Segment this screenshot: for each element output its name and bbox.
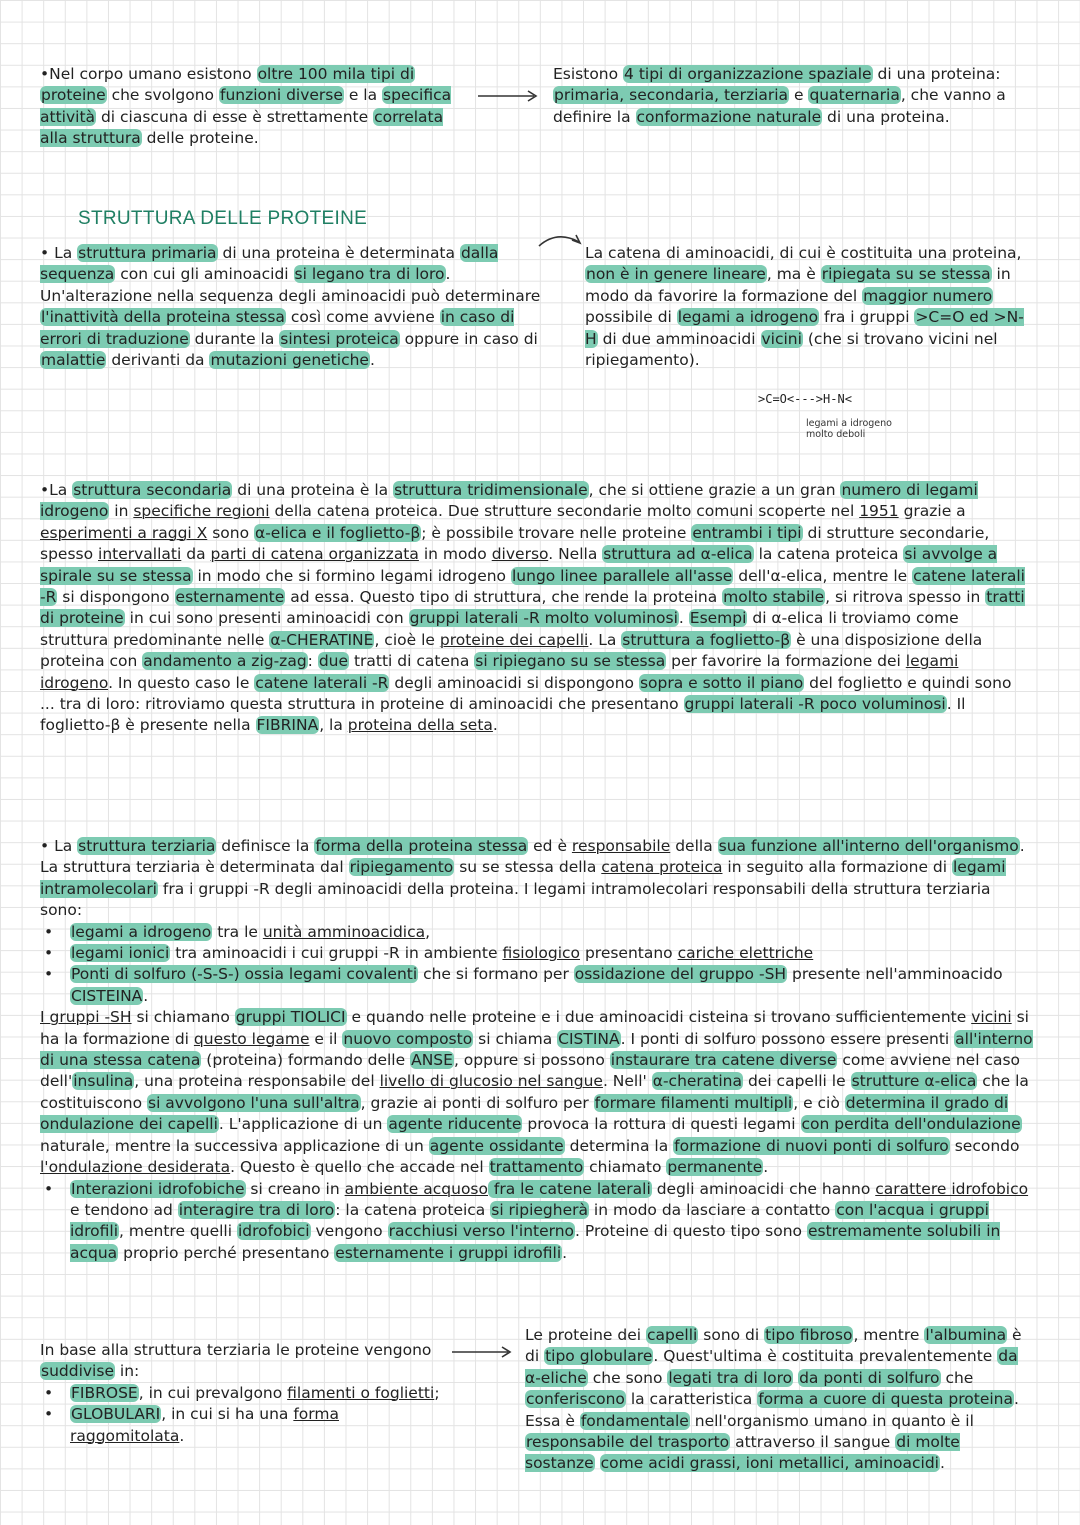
text-run: . La xyxy=(588,630,622,649)
highlighted-text: lungo linee parallele all'asse xyxy=(511,566,733,585)
highlighted-text: α-CHERATINE xyxy=(270,630,374,649)
text-run: del foglietto e quindi sono ... tra di loro: ritroviamo questa struttura in proteine di aminoacidi che presentano xyxy=(40,673,1012,714)
secondary-structure-paragraph xyxy=(40,480,1025,737)
underlined-text: I gruppi -SH xyxy=(40,1008,132,1027)
section-title: STRUTTURA DELLE PROTEINE xyxy=(78,208,368,229)
text-run: . xyxy=(678,609,689,628)
text-run: . Questo è quello che accade nel xyxy=(230,1158,489,1177)
text-run: provoca la rottura di questi legami xyxy=(522,1115,801,1134)
highlighted-text: agente ossidante xyxy=(429,1136,564,1155)
text-run: la catena proteica xyxy=(753,545,904,564)
highlighted-text: tratti di proteine xyxy=(40,588,1025,628)
highlighted-text: gruppi TIOLICI xyxy=(235,1008,346,1027)
text-run: in seguito alla formazione di xyxy=(722,858,952,877)
highlighted-text: gruppi laterali -R molto voluminosi xyxy=(409,609,678,628)
highlighted-text: con l'acqua i gruppi idrofili xyxy=(70,1200,989,1241)
hydrogen-bond-formula: >C=O<--->H-N< xyxy=(758,392,852,406)
text-run: in: xyxy=(114,1362,140,1381)
text-run: sono xyxy=(207,523,254,542)
text-run: : xyxy=(307,652,318,671)
text-run: chiamato xyxy=(584,1158,667,1177)
intro-right-text xyxy=(553,64,1023,128)
underlined-text: livello di glucosio nel sangue xyxy=(379,1072,603,1091)
underlined-text: forma raggomitolata xyxy=(70,1405,339,1445)
text-run: . Quest'ultima è costituita prevalentemente xyxy=(653,1347,998,1366)
text-run: che xyxy=(940,1368,974,1387)
text-run: , che vanno a definire la xyxy=(553,86,1006,126)
highlighted-text: malattie xyxy=(41,351,106,370)
highlighted-text: primaria, secondaria, terziaria xyxy=(554,86,789,105)
text-run: , che si ottiene grazie a un gran xyxy=(588,481,841,499)
highlighted-text: estremamente solubili in acqua xyxy=(70,1222,1001,1262)
text-run: si chiamano xyxy=(131,1008,235,1027)
text-run: . Il foglietto-β è presente nella xyxy=(40,695,966,735)
text-run: presente nell'amminoacido xyxy=(787,965,1003,984)
text-run: in modo da favorire la formazione del xyxy=(585,265,1011,305)
highlighted-text: struttura tridimensionale xyxy=(394,481,588,499)
highlighted-text: FIBRINA xyxy=(256,716,319,735)
highlighted-text: instaurare tra catene diverse xyxy=(610,1051,837,1070)
highlighted-text: funzioni diverse xyxy=(219,86,343,105)
highlighted-text: interagire tra di loro xyxy=(178,1200,335,1219)
highlighted-text: struttura a foglietto-β xyxy=(622,630,791,649)
underlined-text: catena proteica xyxy=(601,858,723,877)
underlined-text: 1951 xyxy=(859,502,899,521)
highlighted-text: responsabile del trasporto xyxy=(526,1433,730,1452)
primary-structure-text xyxy=(40,243,550,371)
text-run: così come avviene xyxy=(285,308,440,327)
highlighted-text: andamento a zig-zag xyxy=(143,652,307,671)
highlighted-text: entrambi i tipi xyxy=(692,523,802,542)
text-run: , ma è xyxy=(766,265,821,284)
highlighted-text: struttura terziaria xyxy=(78,837,216,855)
highlighted-text: CISTINA xyxy=(558,1029,620,1048)
text-run: tratti di catena xyxy=(349,652,475,671)
text-run: per favorire la formazione dei xyxy=(666,652,906,671)
classification-item xyxy=(70,1404,445,1447)
highlighted-text: numero di legami idrogeno xyxy=(40,481,978,521)
highlighted-text: GLOBULARI xyxy=(71,1405,161,1424)
text-run: tra aminoacidi i cui gruppi -R in ambiente xyxy=(170,944,503,963)
text-run: , in cui si ha una xyxy=(161,1405,294,1424)
highlighted-text: CISTEINA xyxy=(71,986,143,1005)
highlighted-text: fondamentale xyxy=(580,1411,689,1430)
highlighted-text: si avvolge a spirale su se stessa xyxy=(40,545,998,585)
intro-left-paragraph xyxy=(40,64,465,150)
underlined-text: filamenti o foglietti xyxy=(287,1383,435,1402)
highlighted-text: conformazione naturale xyxy=(636,107,822,126)
highlighted-text: di molte sostanze xyxy=(525,1433,960,1473)
secondary-structure-text xyxy=(40,480,1025,737)
text-run: di due amminoacidi xyxy=(597,329,761,348)
highlighted-text: correlata alla struttura xyxy=(40,107,444,148)
classification-list xyxy=(40,1383,445,1447)
underlined-text: responsabile xyxy=(571,837,671,855)
highlighted-text: molto stabile xyxy=(723,588,825,607)
text-run: • La xyxy=(40,244,78,262)
text-run: . Un'alterazione nella sequenza degli aminoacidi può determinare xyxy=(40,265,541,305)
underlined-text: parti di catena organizzata xyxy=(210,545,419,564)
text-run: (proteina) formando delle xyxy=(201,1051,411,1070)
highlighted-text: capelli xyxy=(647,1326,698,1344)
highlighted-text: Ponti di solfuro (-S-S-) ossia legami covalenti xyxy=(71,965,418,984)
highlighted-text: come acidi grassi, ioni metallici, aminoacidi xyxy=(600,1454,939,1473)
text-run: e xyxy=(789,86,809,105)
text-run: sono di xyxy=(698,1326,765,1344)
text-run: presentano xyxy=(580,944,678,963)
classification-right xyxy=(525,1325,1030,1475)
text-run: . In questo caso le xyxy=(108,673,255,692)
text-run: durante la xyxy=(189,329,280,348)
highlighted-text: trattamento xyxy=(489,1158,584,1177)
underlined-text: questo legame xyxy=(193,1029,310,1048)
text-run: come avviene nel caso dell' xyxy=(40,1051,1021,1091)
highlighted-text: oltre 100 mila tipi di xyxy=(257,65,415,83)
text-run: tra le xyxy=(212,922,263,941)
text-run: , si ritrova spesso in xyxy=(825,588,986,607)
highlighted-text: gruppi laterali -R poco voluminosi xyxy=(684,695,946,714)
underlined-text: specifiche regioni xyxy=(133,502,270,521)
text-run: , mentre xyxy=(853,1326,925,1344)
text-run: degli aminoacidi che hanno xyxy=(651,1179,876,1198)
highlighted-text: due xyxy=(318,652,349,671)
underlined-text: unità amminoacidica xyxy=(262,922,426,941)
highlighted-text: catene laterali -R xyxy=(40,566,1025,607)
text-run: che si formano per xyxy=(418,965,574,984)
text-run: in modo xyxy=(418,545,492,564)
text-run: , la xyxy=(319,716,348,735)
chain-paragraph xyxy=(585,243,1025,371)
chain-text xyxy=(585,243,1025,371)
highlighted-text: >C=O ed >N-H xyxy=(585,308,1024,348)
text-run: nell'organismo umano in quanto è il xyxy=(689,1411,974,1430)
text-run: . La struttura terziaria è determinata dal xyxy=(40,837,1025,877)
text-run: e quando nelle proteine e i due aminoacidi cisteina si trovano sufficientemente xyxy=(346,1008,972,1027)
classification-intro xyxy=(40,1340,445,1383)
text-run: la caratteristica xyxy=(625,1390,758,1409)
text-run: proprio perché presentano xyxy=(118,1243,335,1262)
classification-left xyxy=(40,1340,445,1447)
text-run: in xyxy=(109,502,134,521)
highlighted-text: proteine xyxy=(41,86,106,105)
text-run: . xyxy=(143,986,149,1005)
text-run: . Proteine di questo tipo sono xyxy=(575,1222,807,1241)
text-run: . xyxy=(179,1426,185,1445)
highlighted-text: esternamente xyxy=(175,588,285,607)
highlighted-text: legami intramolecolari xyxy=(40,858,1006,898)
text-run: che sono xyxy=(587,1368,668,1387)
intro-left-text xyxy=(40,64,465,150)
highlighted-text: permanente xyxy=(667,1158,763,1177)
highlighted-text: maggior numero xyxy=(863,286,993,305)
highlighted-text: ossidazione del gruppo -SH xyxy=(574,965,787,984)
highlighted-text: struttura ad α-elica xyxy=(603,545,753,564)
highlighted-text: da α-eliche xyxy=(525,1347,1018,1387)
text-run: di una proteina è determinata xyxy=(217,244,460,262)
highlighted-text: catene laterali -R xyxy=(255,673,389,692)
underlined-text: l'ondulazione desiderata xyxy=(40,1158,231,1177)
text-run: Esistono xyxy=(553,65,624,83)
bond-item xyxy=(70,1179,1035,1265)
text-run: , in cui prevalgono xyxy=(138,1383,288,1402)
tertiary-intro-text xyxy=(40,836,1035,922)
text-run: vengono xyxy=(310,1222,388,1241)
highlighted-text: Interazioni idrofobiche xyxy=(71,1179,245,1198)
highlighted-text: conferiscono xyxy=(526,1390,625,1409)
highlighted-text: da ponti di solfuro xyxy=(799,1368,940,1387)
highlighted-text: insulina xyxy=(73,1072,134,1091)
highlighted-text: racchiusi verso l'interno xyxy=(388,1222,575,1241)
arrow-right-icon xyxy=(476,86,542,106)
highlighted-text: 4 tipi di organizzazione spaziale xyxy=(624,65,872,83)
text-run: si chiama xyxy=(473,1029,558,1048)
text-run: degli aminoacidi si dispongono xyxy=(389,673,639,692)
highlighted-text: ANSE xyxy=(411,1051,453,1070)
text-run: dell'α-elica, mentre le xyxy=(733,566,913,585)
text-run: e il xyxy=(309,1029,343,1048)
highlighted-text: l'inattività della proteina stessa xyxy=(41,308,285,327)
highlighted-text: nuovo composto xyxy=(343,1029,473,1048)
text-run: •La xyxy=(40,481,73,499)
text-run: di una proteina. xyxy=(822,107,950,126)
hydrophobic-list xyxy=(40,1179,1035,1265)
text-run: definisce la xyxy=(216,837,315,855)
highlighted-text: esternamente i gruppi idrofili xyxy=(335,1243,562,1262)
highlighted-text: in caso di errori di traduzione xyxy=(40,308,515,348)
text-run: , cioè le xyxy=(374,630,440,649)
highlighted-text: FIBROSE xyxy=(71,1383,138,1402)
text-run: che svolgono xyxy=(106,86,219,105)
hydrogen-bond-note: legami a idrogeno molto deboli xyxy=(806,418,892,440)
arrow-right-icon xyxy=(450,1342,516,1362)
text-run: in modo che si formino legami idrogeno xyxy=(192,566,511,585)
text-run: ; è possibile trovare nelle proteine xyxy=(421,523,692,542)
text-run: e la xyxy=(343,86,383,105)
highlighted-text: idrofobici xyxy=(237,1222,310,1241)
text-run: in cui sono presenti aminoacidi con xyxy=(124,609,409,628)
text-run: Le proteine dei xyxy=(525,1326,646,1344)
text-run: In base alla struttura terziaria le proteine vengono xyxy=(40,1341,432,1359)
underlined-text: cariche elettriche xyxy=(677,944,814,963)
underlined-text: vicini xyxy=(971,1008,1012,1027)
highlighted-text: dalla sequenza xyxy=(40,244,499,284)
text-run: di strutture secondarie, spesso xyxy=(40,523,990,564)
highlighted-text: vicini xyxy=(761,329,802,348)
highlighted-text: tipo fibroso xyxy=(765,1326,853,1344)
highlighted-text: α-elica e il foglietto-β xyxy=(255,523,421,542)
highlighted-text: formazione di nuovi ponti di solfuro xyxy=(674,1136,949,1155)
tertiary-structure-section xyxy=(40,836,1035,1264)
text-run: , e ciò xyxy=(793,1093,845,1112)
underlined-text: proteine dei capelli xyxy=(439,630,589,649)
text-run: , oppure si possono xyxy=(453,1051,610,1070)
text-run: di ciascuna di esse è strettamente xyxy=(96,107,374,126)
highlighted-text: struttura primaria xyxy=(78,244,217,262)
text-run: . L'applicazione di un xyxy=(218,1115,388,1134)
highlighted-text: strutture α-elica xyxy=(851,1072,977,1091)
highlighted-text: si legano tra di loro xyxy=(294,265,445,284)
highlighted-text: sua funzione all'interno dell'organismo xyxy=(718,837,1019,855)
highlighted-text: si avvolgono l'una sull'altra xyxy=(148,1093,360,1112)
text-run: della xyxy=(670,837,718,855)
bond-item xyxy=(70,964,1035,1007)
highlighted-text: tipo globulare xyxy=(545,1347,653,1366)
text-run: si ha la formazione di xyxy=(40,1008,1029,1048)
highlighted-text: agente riducente xyxy=(388,1115,522,1134)
text-run: . xyxy=(492,716,498,735)
text-run: secondo xyxy=(949,1136,1020,1155)
highlighted-text: con perdita dell'ondulazione xyxy=(801,1115,1021,1134)
text-run: , xyxy=(425,922,431,941)
bond-item xyxy=(70,922,1035,943)
text-run: . Nella xyxy=(548,545,603,564)
text-run: , grazie ai ponti di solfuro per xyxy=(360,1093,594,1112)
text-run: dei capelli le xyxy=(743,1072,851,1091)
text-run: . xyxy=(763,1158,769,1177)
text-run: . I ponti di solfuro possono essere presenti xyxy=(620,1029,955,1048)
albumin-text xyxy=(525,1325,1030,1475)
primary-structure-paragraph xyxy=(40,243,550,371)
text-run: determina la xyxy=(564,1136,674,1155)
highlighted-text: si ripiegherà xyxy=(491,1200,588,1219)
highlighted-text: l'albumina xyxy=(925,1326,1007,1344)
text-run: con cui gli aminoacidi xyxy=(115,265,294,284)
text-run: ad essa. Questo tipo di struttura, che rende la proteina xyxy=(285,588,723,607)
text-run: è una disposizione della proteina con xyxy=(40,630,983,671)
text-run: della catena proteica. Due strutture secondarie molto comuni scoperte nel xyxy=(269,502,860,521)
highlighted-text: legami ionici xyxy=(71,944,170,963)
highlighted-text: si ripiegano su se stessa xyxy=(475,652,666,671)
text-run xyxy=(595,1454,600,1472)
text-run: grazie a xyxy=(898,502,966,521)
highlighted-text: α-cheratina xyxy=(652,1072,743,1091)
highlighted-text: ripiegata su se stessa xyxy=(821,265,991,284)
text-run: si creano in xyxy=(245,1179,345,1198)
text-run: è di xyxy=(525,1326,1022,1366)
text-run: , mentre quelli xyxy=(119,1222,237,1241)
text-run: in modo da lasciare a contatto xyxy=(589,1200,836,1219)
text-run: attraverso il sangue xyxy=(730,1433,896,1452)
text-run: possibile di xyxy=(585,308,677,327)
highlighted-text: non è in genere lineare xyxy=(586,265,766,284)
underlined-text: fisiologico xyxy=(502,944,581,963)
highlighted-text: suddivise xyxy=(41,1362,114,1381)
text-run: ; xyxy=(434,1383,440,1402)
text-run: La catena di aminoacidi, di cui è costituita una proteina, xyxy=(585,244,1022,262)
highlighted-text: Esempi xyxy=(689,609,747,628)
underlined-text: ambiente acquoso xyxy=(344,1179,488,1198)
text-run: fra i gruppi -R degli aminoacidi della proteina. I legami intramolecolari responsabili della struttura terziaria sono: xyxy=(40,879,991,920)
text-run: da xyxy=(181,545,211,564)
text-run: derivanti da xyxy=(106,351,210,370)
highlighted-text: formare filamenti multipli xyxy=(594,1093,793,1112)
highlighted-text: legami a idrogeno xyxy=(677,308,819,327)
highlighted-text: legami a idrogeno xyxy=(71,922,212,941)
curved-arrow-icon xyxy=(535,228,585,254)
text-run: •Nel corpo umano esistono xyxy=(40,65,257,83)
highlighted-text: forma a cuore di questa proteina xyxy=(758,1390,1013,1409)
text-run: di α-elica li troviamo come struttura predominante nelle xyxy=(40,609,959,649)
text-run: . xyxy=(940,1454,945,1473)
text-run: su se stessa della xyxy=(454,858,602,877)
highlighted-text: determina il grado di ondulazione dei capelli xyxy=(40,1093,1009,1134)
text-run: . xyxy=(369,351,375,370)
text-run: : la catena proteica xyxy=(335,1200,491,1219)
text-run: fra i gruppi xyxy=(819,308,915,327)
text-run: ed è xyxy=(528,837,572,855)
highlighted-text: fra le catene laterali xyxy=(489,1179,651,1198)
highlighted-text: legati tra di loro xyxy=(668,1368,793,1387)
text-run: naturale, mentre la successiva applicazione di un xyxy=(40,1136,429,1155)
text-run: oppure in caso di xyxy=(399,329,538,348)
underlined-text: carattere idrofobico xyxy=(875,1179,1029,1198)
thiol-groups-text xyxy=(40,1007,1035,1178)
underlined-text: diverso xyxy=(491,545,549,564)
text-run: . xyxy=(562,1243,568,1262)
classification-item xyxy=(70,1383,445,1404)
highlighted-text: mutazioni genetiche xyxy=(210,351,369,370)
underlined-text: legami idrogeno xyxy=(40,652,959,692)
text-run: (che si trovano vicini nel ripiegamento). xyxy=(585,329,998,370)
bond-list xyxy=(40,922,1035,1008)
text-run: e tendono ad xyxy=(70,1200,178,1219)
text-run: che la costituiscono xyxy=(40,1072,1029,1112)
underlined-text: proteina della seta xyxy=(347,716,493,735)
text-run: , una proteina responsabile del xyxy=(134,1072,380,1091)
text-run: di una proteina è la xyxy=(232,481,394,499)
text-run: delle proteine. xyxy=(141,129,259,148)
text-run: . Essa è xyxy=(525,1390,1019,1430)
text-run: di una proteina: xyxy=(872,65,1001,83)
text-run: . Nell' xyxy=(602,1072,652,1091)
highlighted-text: all'interno di una stessa catena xyxy=(40,1029,1033,1070)
highlighted-text: quaternaria xyxy=(809,86,900,105)
text-run: si dispongono xyxy=(57,588,175,607)
underlined-text: intervallati xyxy=(98,545,182,564)
highlighted-text: ripiegamento xyxy=(349,858,454,877)
text-run: • La xyxy=(40,837,78,855)
bond-item xyxy=(70,943,1035,964)
highlighted-text: sopra e sotto il piano xyxy=(639,673,804,692)
highlighted-text: struttura secondaria xyxy=(73,481,232,499)
highlighted-text: forma della proteina stessa xyxy=(315,837,528,855)
intro-right-paragraph xyxy=(553,64,1023,128)
underlined-text: esperimenti a raggi X xyxy=(40,523,208,542)
highlighted-text: specifica attività xyxy=(40,86,452,126)
highlighted-text: sintesi proteica xyxy=(280,329,399,348)
